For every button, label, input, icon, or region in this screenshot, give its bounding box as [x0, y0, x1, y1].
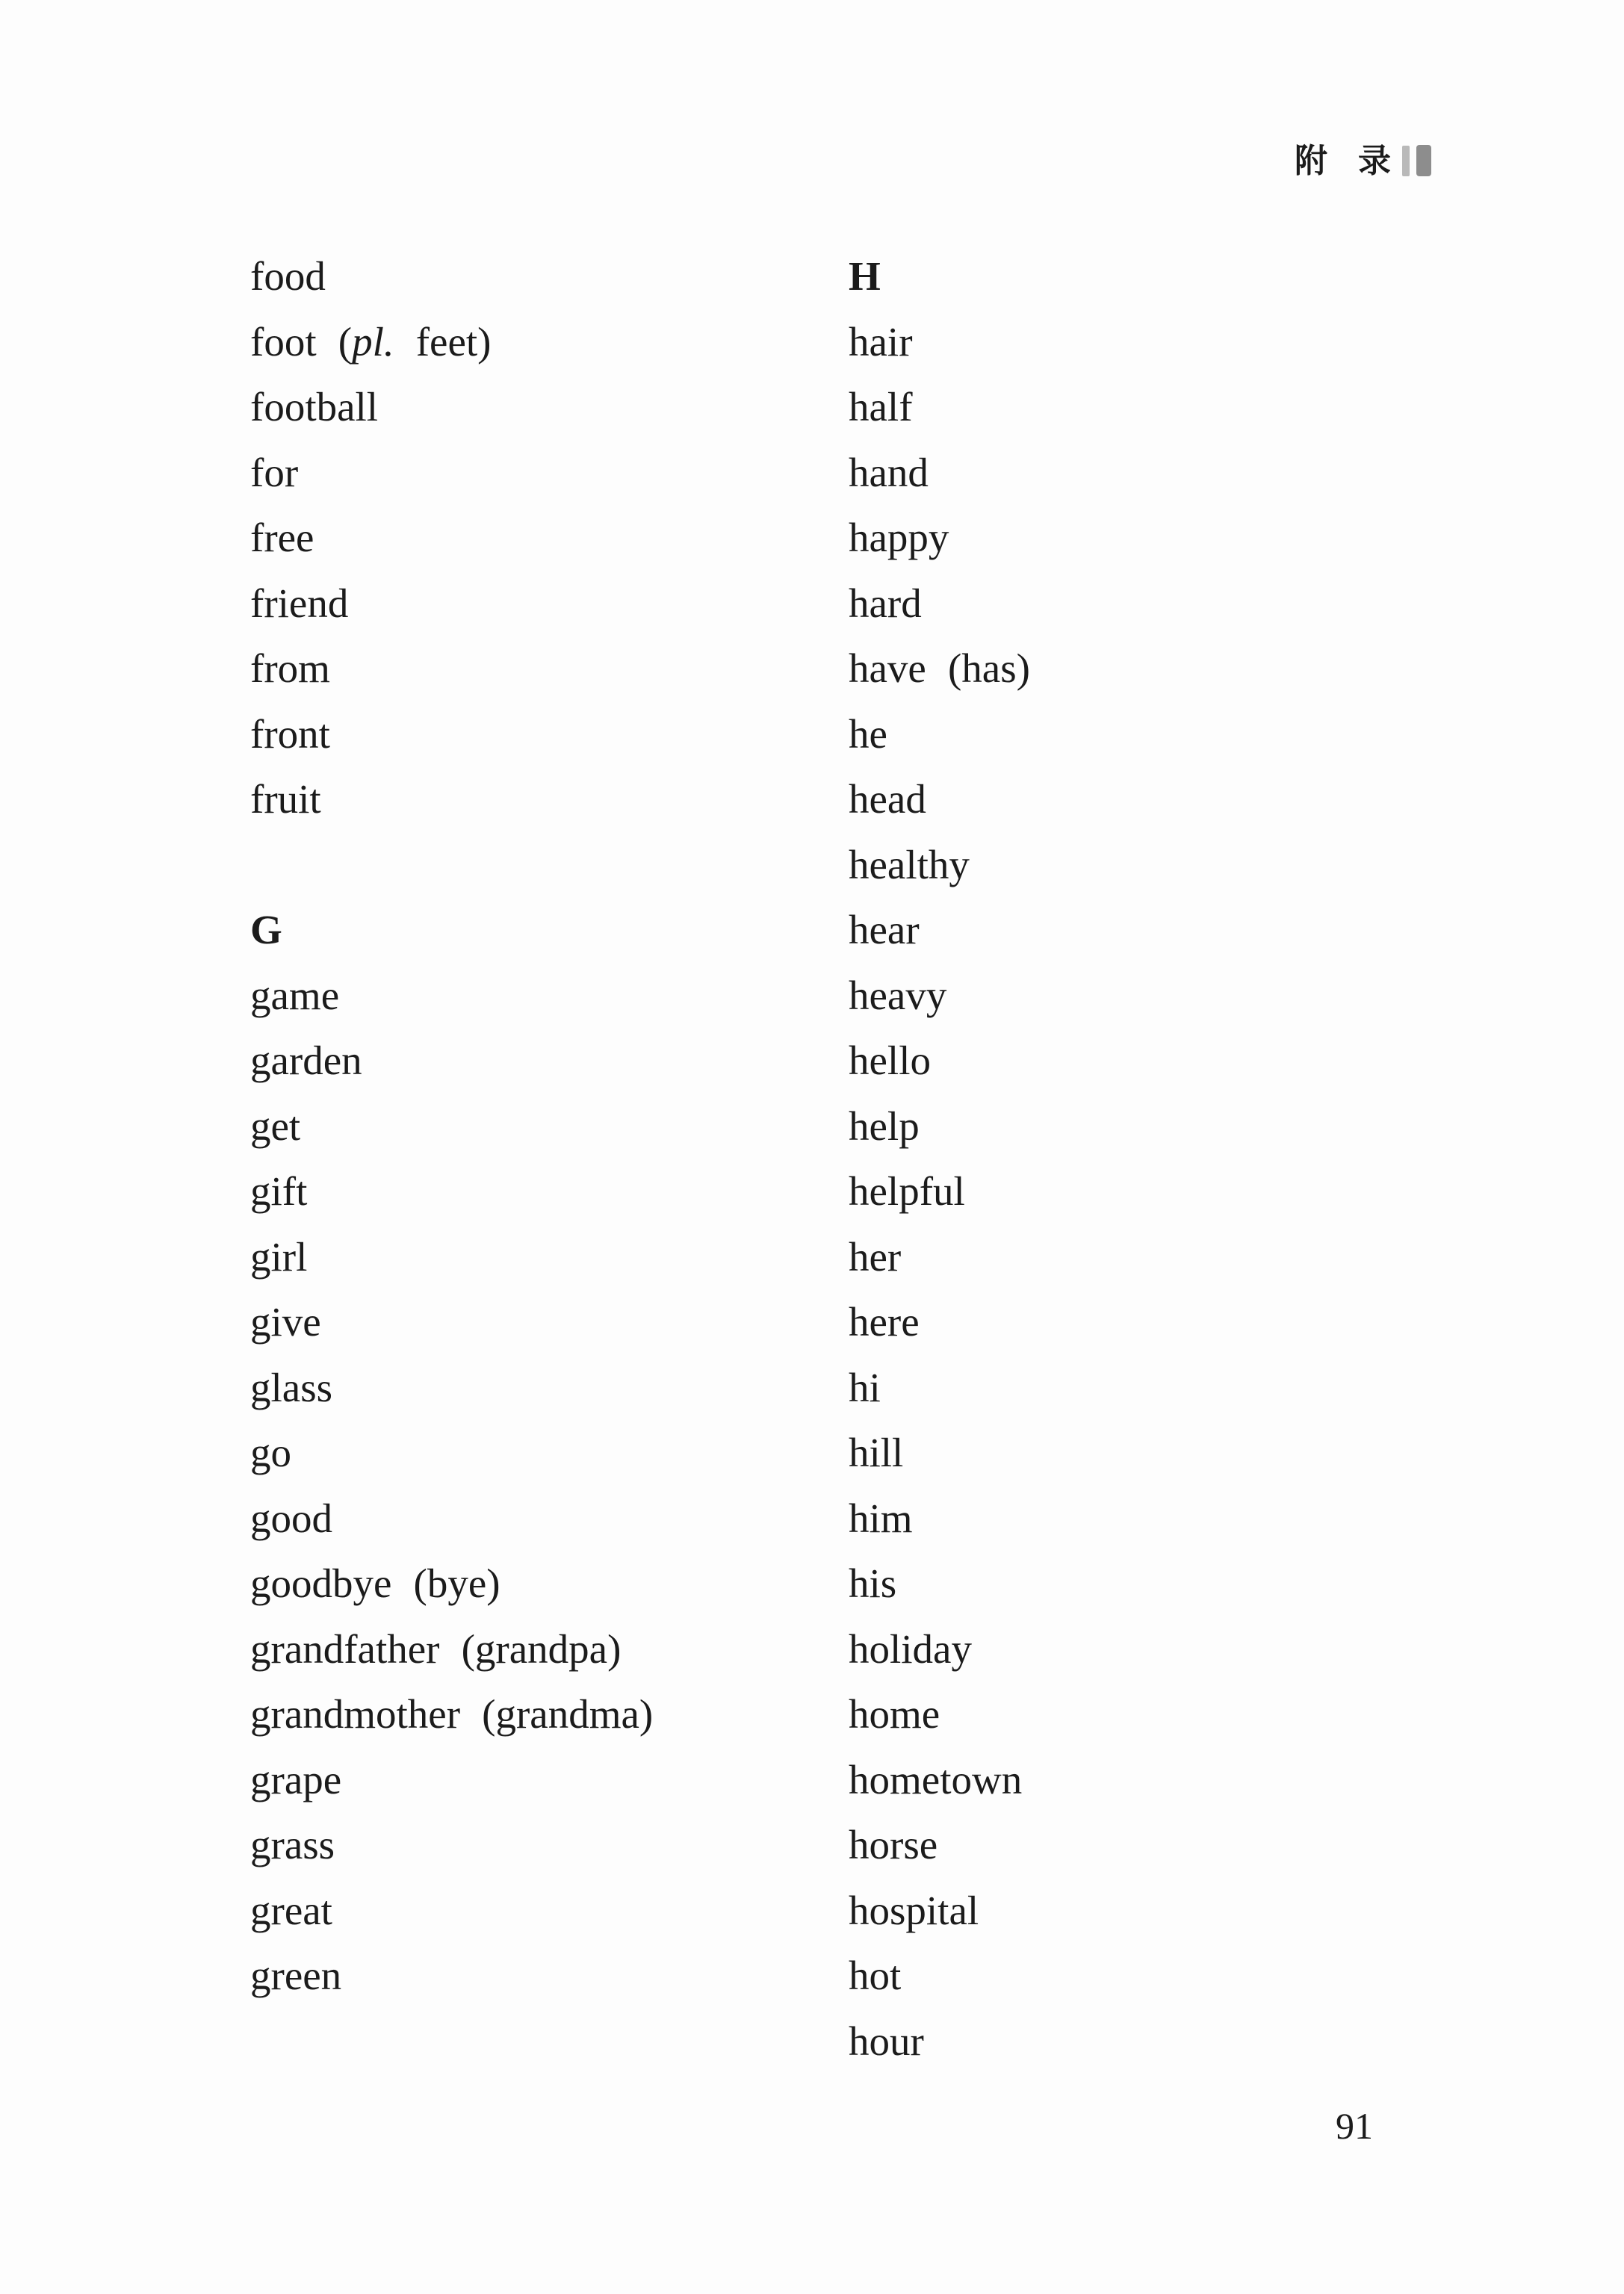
word-segment: healthy [849, 841, 970, 887]
word-entry [849, 374, 1030, 440]
word-entry [250, 505, 653, 571]
word-entry [849, 1355, 1030, 1421]
word-entry [250, 309, 653, 375]
word-segment: from [250, 645, 330, 691]
word-segment: he [849, 710, 887, 757]
word-segment: goodbye (bye) [250, 1560, 500, 1606]
header-accent-bar-dark [1416, 145, 1431, 176]
word-entry [250, 1878, 653, 1944]
word-segment-italic: pl. [352, 318, 394, 365]
word-entry [849, 1289, 1030, 1355]
word-segment: his [849, 1560, 897, 1606]
word-entry [250, 1289, 653, 1355]
word-entry [250, 1224, 653, 1290]
word-entry [250, 1551, 653, 1616]
word-segment: holiday [849, 1625, 972, 1672]
word-segment: hard [849, 580, 922, 626]
word-segment: give [250, 1299, 321, 1345]
word-entry [849, 1028, 1030, 1094]
word-segment: heavy [849, 972, 947, 1018]
word-segment: home [849, 1691, 940, 1737]
word-entry [849, 636, 1030, 701]
word-segment: front [250, 710, 330, 757]
word-segment: hello [849, 1038, 931, 1083]
word-entry [849, 505, 1030, 571]
word-segment: hand [849, 449, 929, 495]
word-entry [250, 374, 653, 440]
word-segment: feet) [394, 318, 492, 365]
word-entry [849, 571, 1030, 636]
word-segment: grandmother (grandma) [250, 1691, 654, 1737]
word-entry [849, 1616, 1030, 1682]
word-segment: get [250, 1103, 301, 1149]
appendix-header [1295, 145, 1431, 178]
word-entry [250, 1747, 653, 1813]
word-entry [849, 832, 1030, 898]
word-segment: her [849, 1233, 902, 1280]
word-column-right [849, 244, 1030, 2074]
word-segment: hear [849, 907, 920, 952]
word-entry [250, 963, 653, 1029]
word-segment: hill [849, 1430, 904, 1475]
word-segment: grape [250, 1756, 342, 1802]
word-entry [250, 1486, 653, 1551]
word-segment: hair [849, 318, 913, 365]
word-segment: helpful [849, 1168, 965, 1214]
word-entry [849, 1094, 1030, 1159]
word-segment: hot [849, 1953, 902, 1998]
word-segment: great [250, 1887, 332, 1933]
word-segment: H [849, 253, 881, 299]
word-entry [849, 1486, 1030, 1551]
word-entry [849, 1812, 1030, 1878]
word-segment: game [250, 972, 340, 1018]
word-segment: green [250, 1953, 342, 1998]
word-entry [250, 1094, 653, 1159]
word-entry [849, 701, 1030, 767]
word-segment: hometown [849, 1756, 1023, 1802]
word-entry [849, 1420, 1030, 1486]
word-segment: have (has) [849, 645, 1030, 691]
word-segment: garden [250, 1038, 362, 1083]
word-entry [849, 1943, 1030, 2009]
word-segment: horse [849, 1822, 938, 1867]
word-entry [250, 1616, 653, 1682]
word-segment: hi [849, 1364, 881, 1410]
page-number: 91 [1336, 2105, 1373, 2147]
word-segment: head [849, 776, 926, 822]
section-letter [250, 897, 653, 963]
word-entry [849, 2009, 1030, 2074]
section-letter [849, 244, 1030, 309]
word-segment: girl [250, 1233, 308, 1280]
word-entry [250, 244, 653, 309]
word-entry [250, 1812, 653, 1878]
word-segment: go [250, 1430, 291, 1475]
word-entry [250, 1028, 653, 1094]
word-segment: football [250, 384, 379, 430]
word-entry [250, 636, 653, 701]
blank-row [250, 832, 653, 898]
word-segment: foot ( [250, 318, 353, 365]
word-entry [849, 897, 1030, 963]
word-segment: hospital [849, 1887, 979, 1933]
word-entry [250, 701, 653, 767]
word-segment: friend [250, 580, 349, 626]
word-entry [849, 963, 1030, 1029]
word-entry [849, 1224, 1030, 1290]
word-column-left [250, 244, 653, 2009]
word-segment: free [250, 515, 314, 560]
word-entry [849, 1159, 1030, 1224]
word-entry [250, 440, 653, 506]
word-segment: help [849, 1103, 920, 1149]
word-segment: fruit [250, 776, 321, 822]
word-segment: him [849, 1495, 913, 1541]
word-segment: gift [250, 1168, 308, 1214]
word-entry [849, 1878, 1030, 1944]
word-segment: hour [849, 2018, 924, 2064]
word-entry [849, 1551, 1030, 1616]
word-entry [250, 571, 653, 636]
word-entry [250, 1681, 653, 1747]
header-accent-bar-light [1402, 146, 1410, 176]
word-entry [849, 1681, 1030, 1747]
word-segment: G [250, 907, 282, 952]
word-entry [250, 1943, 653, 2009]
word-segment: good [250, 1495, 332, 1541]
word-segment: grandfather (grandpa) [250, 1625, 622, 1672]
word-segment: for [250, 449, 299, 495]
word-segment: food [250, 253, 326, 299]
word-segment: half [849, 384, 913, 430]
word-entry [849, 440, 1030, 506]
word-entry [849, 1747, 1030, 1813]
word-segment: here [849, 1299, 920, 1345]
appendix-title: 附 录 [1295, 143, 1391, 179]
word-segment: glass [250, 1364, 332, 1410]
word-segment: happy [849, 515, 949, 560]
word-entry [250, 766, 653, 832]
word-segment: grass [250, 1822, 335, 1867]
word-entry [250, 1420, 653, 1486]
word-entry [849, 766, 1030, 832]
word-entry [849, 309, 1030, 375]
word-entry [250, 1159, 653, 1224]
word-entry [250, 1355, 653, 1421]
